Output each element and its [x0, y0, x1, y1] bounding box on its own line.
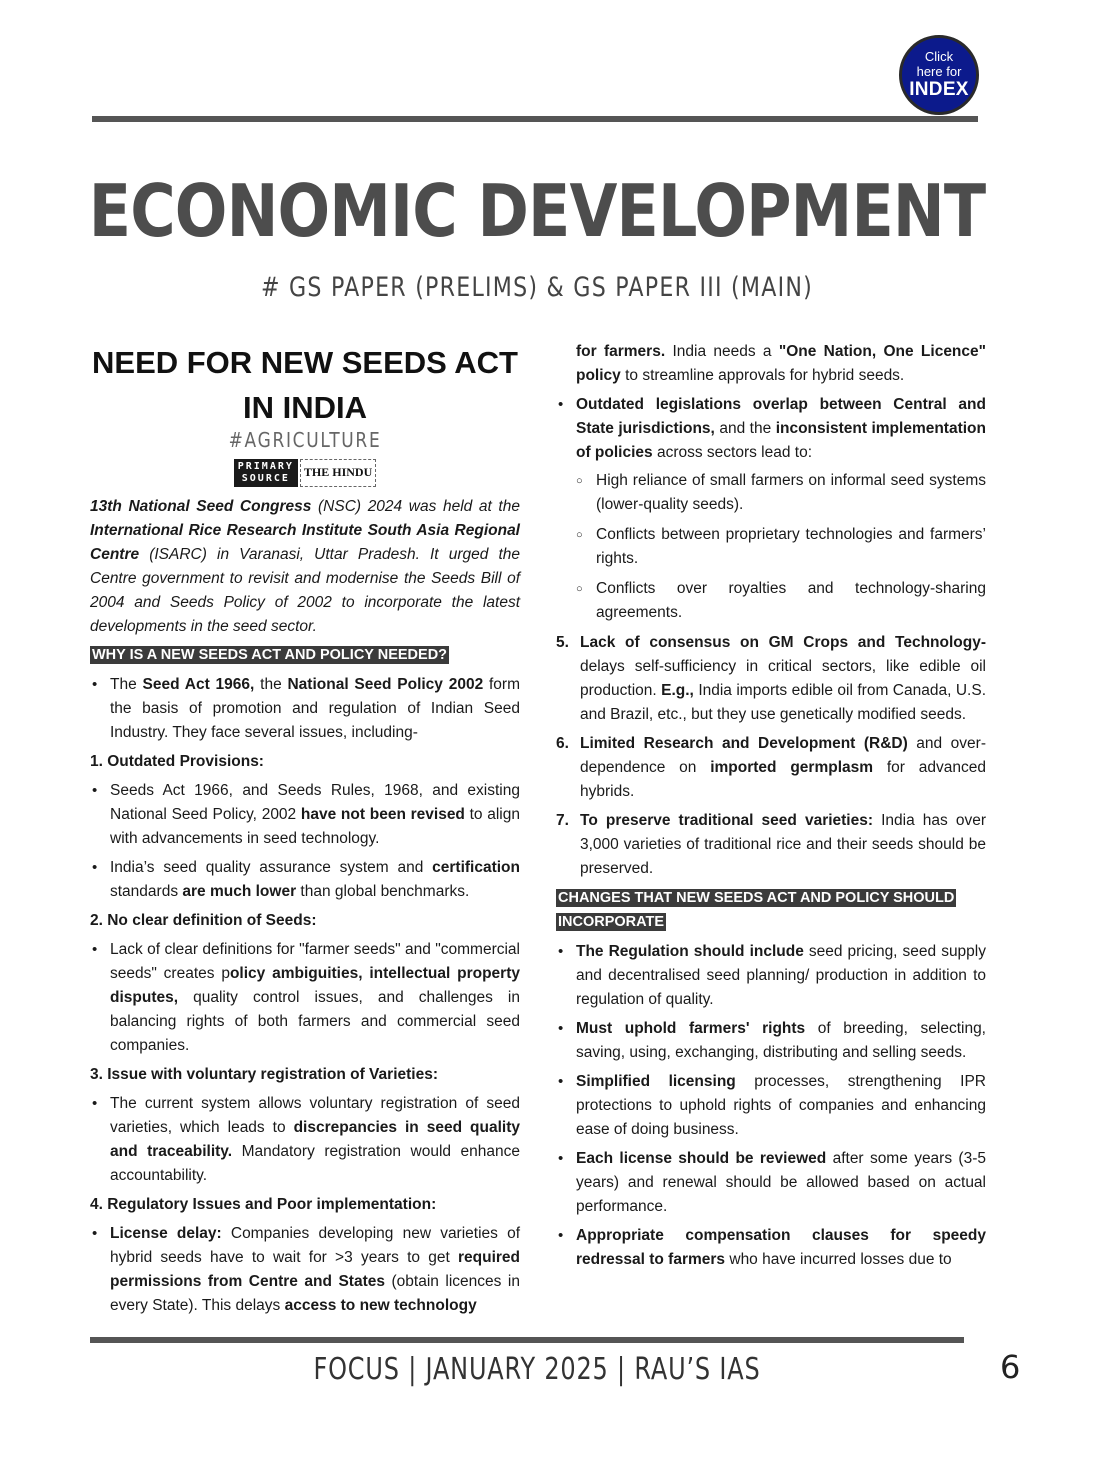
list-item: • The Regulation should include seed pricing, seed supply and decentralised seed planning/ production in addition to regulation of quality. — [556, 940, 986, 1012]
numbered-item: 6. Limited Research and Development (R&D) and over-dependence on imported germplasm for advanced hybrids. — [556, 735, 986, 800]
article-title-line2: IN INDIA — [243, 390, 367, 425]
list-item: • India’s seed quality assurance system and certification standards are much lower than global benchmarks. — [90, 856, 520, 904]
index-button-label: INDEX — [909, 79, 969, 100]
right-column — [556, 340, 986, 1277]
page-number: 6 — [1000, 1348, 1021, 1386]
list-item: • The current system allows voluntary registration of seed varieties, which leads to discrepancies in seed quality and traceability. Mandatory registration would enhance accountability. — [90, 1092, 520, 1188]
list-item: • Lack of clear definitions for "farmer seeds" and "commercial seeds" creates policy ambiguities, intellectual property disputes, quality control issues, and challenges in balancing rights of both farmers and commercial seed companies. — [90, 938, 520, 1058]
intro-paragraph: 13th National Seed Congress (NSC) 2024 was held at the International Rice Research Institute South Asia Regional Centre (ISARC) in Varanasi, Uttar Pradesh. It urged the Centre government to revisit and modernise the Seeds Bill of 2004 and Seeds Policy of 2002 to incorporate the latest developments in the seed sector. — [90, 498, 520, 635]
list-item: • Simplified licensing processes, strengthening IPR protections to uphold rights of companies and enhancing ease of doing business. — [556, 1070, 986, 1142]
top-divider — [92, 116, 978, 122]
section-heading-changes: CHANGES THAT NEW SEEDS ACT AND POLICY SHOULD INCORPORATE — [558, 890, 955, 930]
list-item: • Must uphold farmers' rights of breeding, selecting, saving, using, exchanging, distributing and selling seeds. — [556, 1017, 986, 1065]
index-button-line2: here for — [916, 64, 962, 79]
primary-source-line1: PRIMARY — [237, 461, 294, 472]
page-title: ECONOMIC DEVELOPMENT — [88, 169, 986, 253]
list-item: • Appropriate compensation clauses for speedy redressal to farmers who have incurred losses due to — [556, 1224, 986, 1272]
index-button[interactable] — [899, 35, 979, 115]
list-item: • Outdated legislations overlap between Central and State jurisdictions, and the inconsistent implementation of policies across sectors lead to: ○ High reliance of small farmers on informal seed systems (lower-quality seeds). ○ Conflicts between proprietary technologies and farmers’ rights. ○ Conflicts over royalties and technology-sharing agreements. — [556, 393, 986, 625]
list-item: • Each license should be reviewed after some years (3-5 years) and renewal should be allowed based on actual performance. — [556, 1147, 986, 1219]
list-item: • The Seed Act 1966, the National Seed Policy 2002 form the basis of promotion and regulation of Indian Seed Industry. They face several issues, including- — [90, 673, 520, 745]
article-title-line1: NEED FOR NEW SEEDS ACT — [92, 345, 518, 380]
primary-source-badge — [234, 459, 298, 487]
numbered-item: 7. To preserve traditional seed varieties: India has over 3,000 varieties of traditional rice and their seeds should be preserved. — [556, 812, 986, 877]
article-tag: #AGRICULTURE — [228, 428, 382, 452]
left-column — [90, 340, 520, 1323]
subheading-outdated-provisions: 1. Outdated Provisions: — [90, 753, 264, 770]
numbered-item: 5. Lack of consensus on GM Crops and Technology- delays self-sufficiency in critical sectors, like edible oil production. E.g., India imports edible oil from Canada, U.S. and Brazil, etc., but they use genetically modified seeds. — [556, 634, 986, 723]
index-button-line1: Click — [924, 49, 954, 64]
page-footer: FOCUS | JANUARY 2025 | RAU’S IAS — [313, 1352, 761, 1387]
section-heading-why: WHY IS A NEW SEEDS ACT AND POLICY NEEDED? — [92, 647, 448, 663]
sub-list-item: ○ High reliance of small farmers on informal seed systems (lower-quality seeds). — [576, 469, 986, 517]
continued-paragraph: for farmers. India needs a "One Nation, One Licence" policy to streamline approvals for hybrid seeds. — [576, 343, 986, 384]
list-item: • Seeds Act 1966, and Seeds Rules, 1968, and existing National Seed Policy, 2002 have not been revised to align with advancements in seed technology. — [90, 779, 520, 851]
article-title — [90, 340, 520, 430]
page-subtitle: # GS PAPER (PRELIMS) & GS PAPER III (MAIN) — [260, 272, 814, 303]
subheading-seed-definition: 2. No clear definition of Seeds: — [90, 912, 317, 929]
source-badges — [90, 459, 520, 487]
source-logo-the-hindu: THE HINDU — [300, 459, 376, 487]
subheading-voluntary-registration: 3. Issue with voluntary registration of Varieties: — [90, 1066, 438, 1083]
sub-list-item: ○ Conflicts over royalties and technology-sharing agreements. — [576, 577, 986, 625]
bottom-divider — [90, 1337, 964, 1343]
list-item: • License delay: Companies developing new varieties of hybrid seeds have to wait for >3 years to get required permissions from Centre and States (obtain licences in every State). This delays access to new technology — [90, 1222, 520, 1318]
subheading-regulatory-issues: 4. Regulatory Issues and Poor implementation: — [90, 1196, 437, 1213]
primary-source-line2: SOURCE — [241, 473, 290, 484]
sub-list-item: ○ Conflicts between proprietary technologies and farmers’ rights. — [576, 523, 986, 571]
